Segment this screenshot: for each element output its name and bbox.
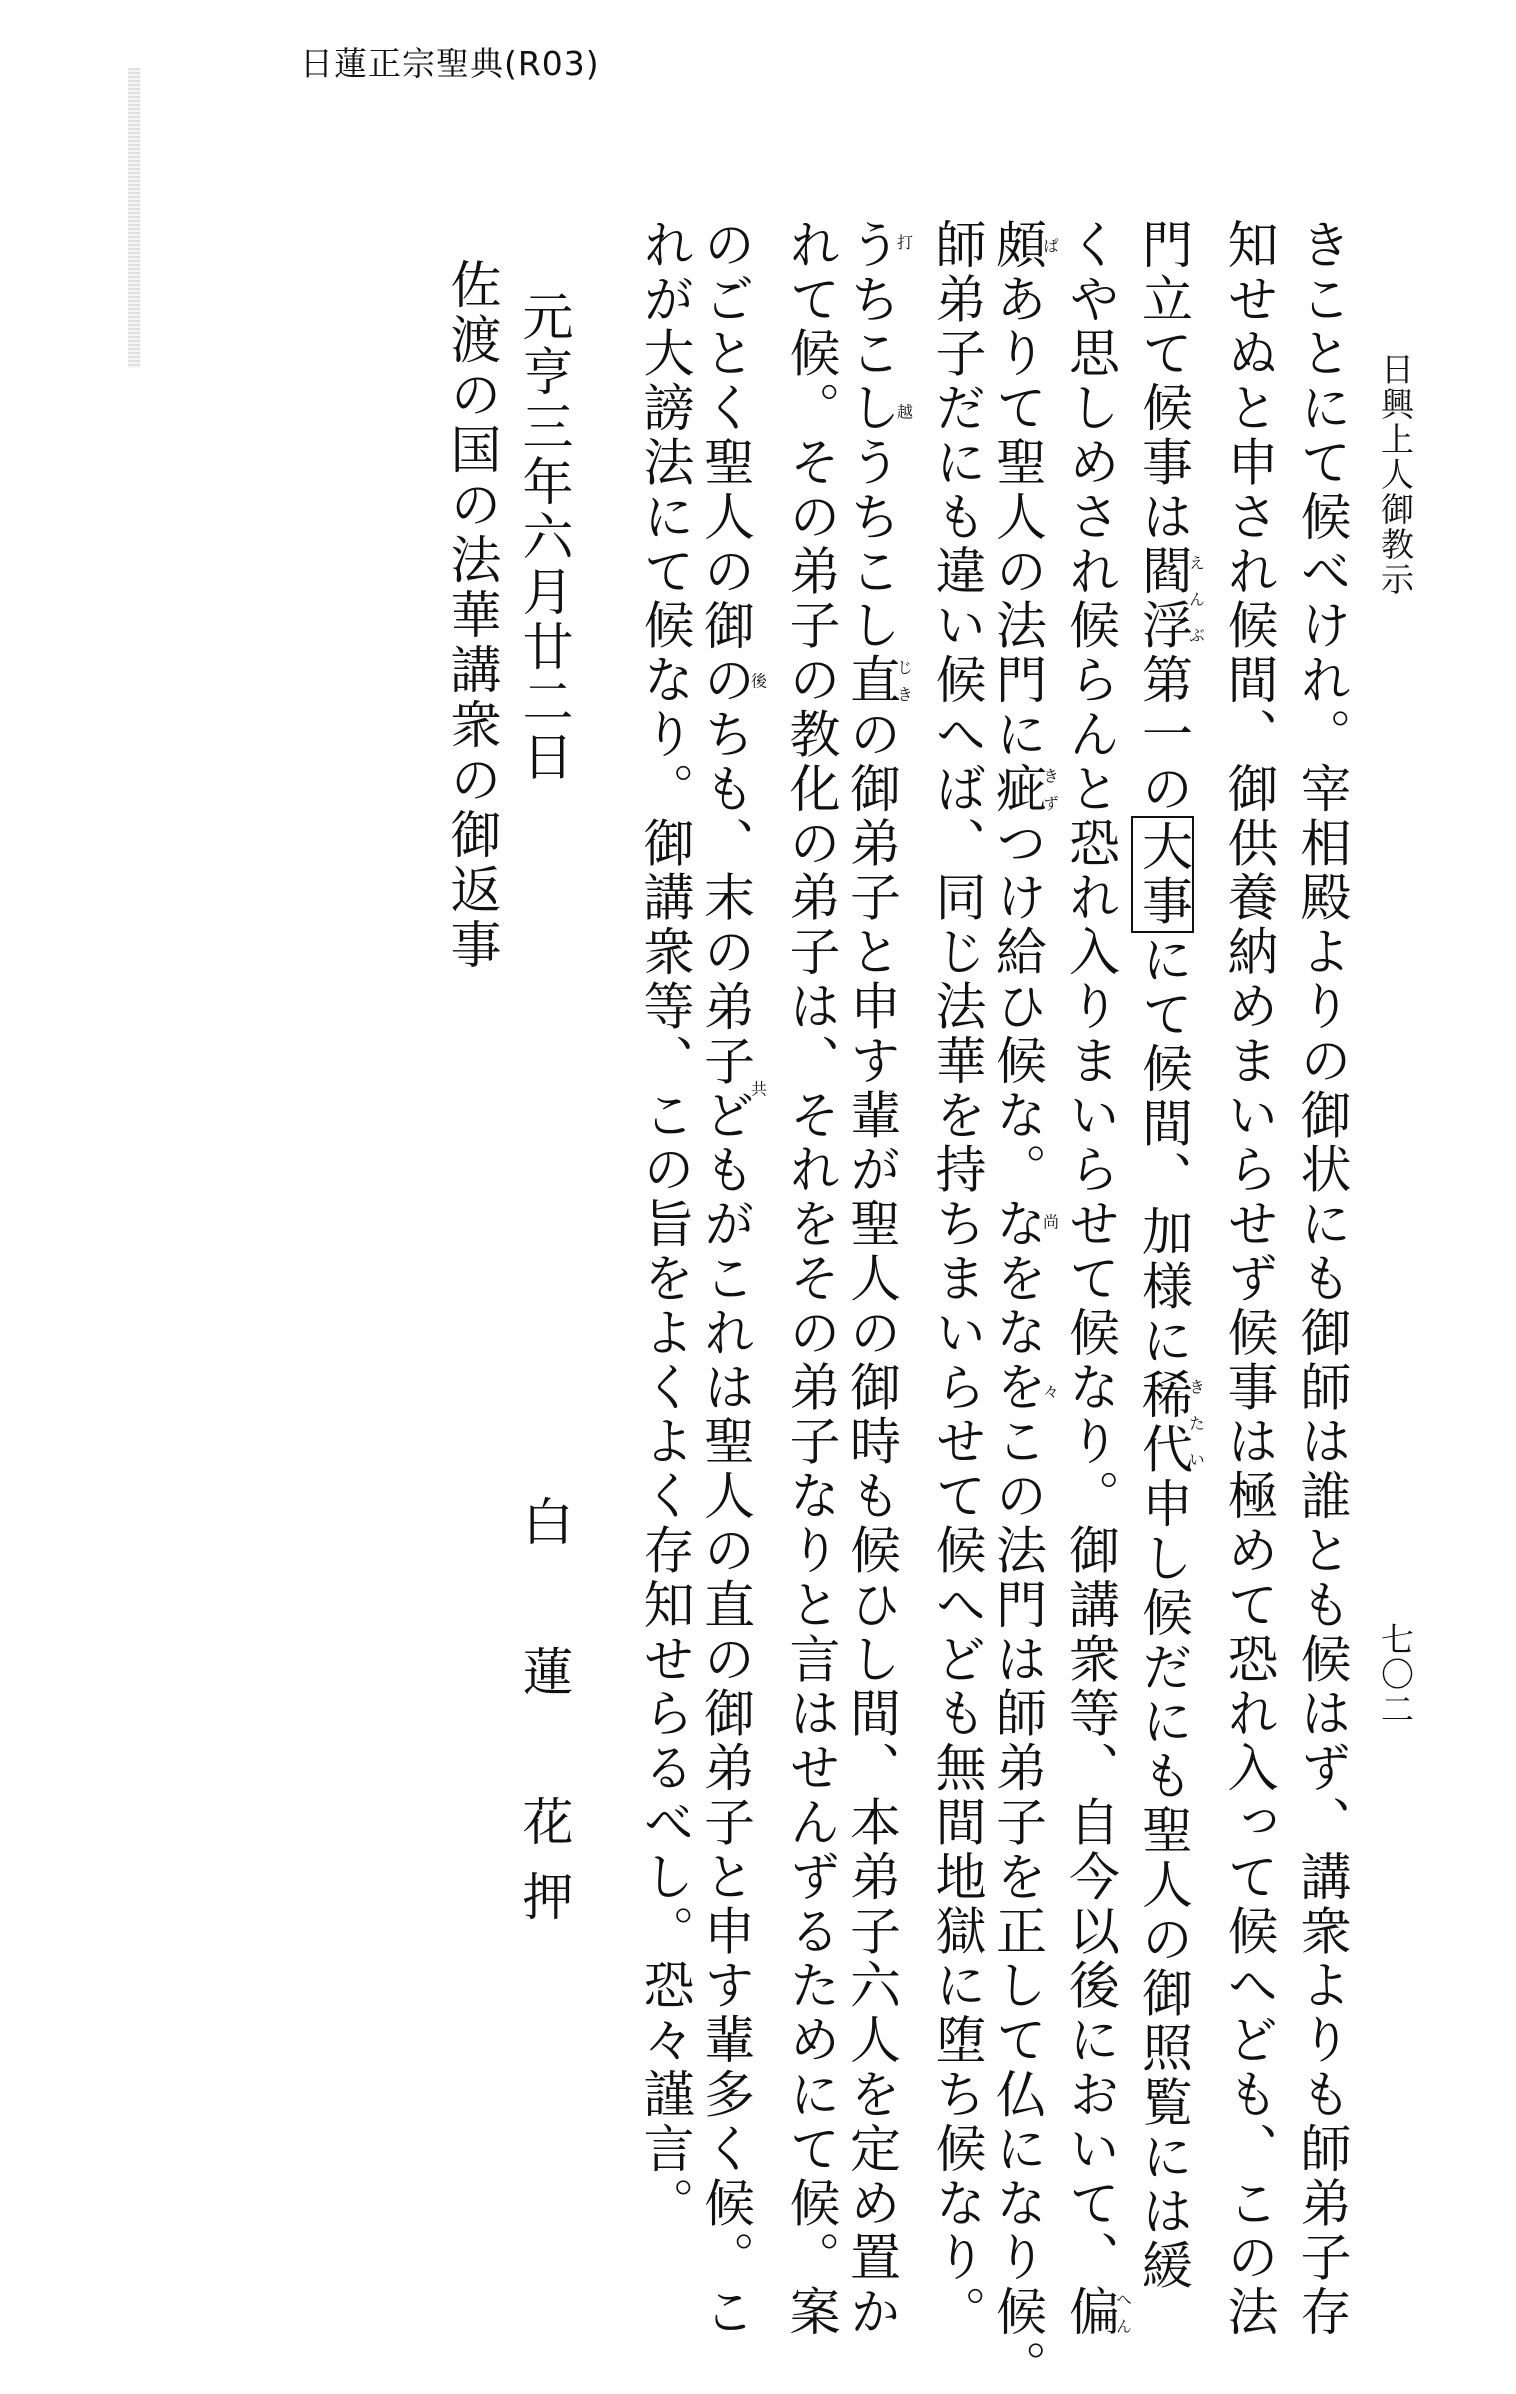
text-column-1: きことにて候べけれ。宰相殿よりの御状にも御師は誰とも候はず、講衆よりも師弟子存 (1291, 218, 1350, 2340)
scan-artifact (128, 68, 140, 368)
book-title: 日蓮正宗聖典(R03) (300, 44, 600, 83)
text-column-6: 師弟子だにも違い候へば、同じ法華を持ちまいらせて候へども無間地獄に堕ち候なり。 (926, 218, 985, 2340)
letter-date: 元亨三年六月廿二日 (513, 290, 572, 785)
text-column-8: れて候。その弟子の教化の弟子は、それをその弟子なりと言はせんずるためにて候。案 (780, 218, 839, 2340)
text-column-7: うちこし打越うちこし直じきの御弟子と申す輩が聖人の御時も候ひし間、本弟子六人を定め置か (840, 218, 914, 2340)
page-number: 七〇二 (1376, 1622, 1415, 1727)
text-column-2: 知せぬと申され候間、御供養納めまいらせず候事は極めて恐れ入って候へども、この法 (1218, 218, 1277, 2340)
letter-signature: 白 蓮 花押 (513, 1495, 572, 1945)
running-title: 日興上人御教示 (1376, 352, 1415, 597)
text-column-9: のごとく聖人の御のち後も、末の弟子ども共がこれは聖人の直の御弟子と申す輩多く候。こ (694, 218, 768, 2340)
text-column-5: 頗ぱありて聖人の法門に疵きずつけ給ひ候な。なをなを尚々この法門は師弟子を正して仏になり候。 (986, 218, 1060, 2394)
letter-addressee: 佐渡の国の法華講衆の御返事 (441, 258, 500, 973)
text-column-10: れが大謗法にて候なり。御講衆等、この旨をよくよく存知せらるべし。恐々謹言。 (634, 218, 693, 2231)
text-column-3: 門立て候事は閻浮えんぶ第一の大事にて候間、加様に稀代きたい申し候だにも聖人の御照覧には緩 (1132, 218, 1206, 2294)
text-column-4: くや思しめされ候らんと恐れ入りまいらせて候なり。御講衆等、自今以後において、偏へん (1059, 218, 1133, 2340)
boxed-term: 大事 (1131, 816, 1194, 933)
